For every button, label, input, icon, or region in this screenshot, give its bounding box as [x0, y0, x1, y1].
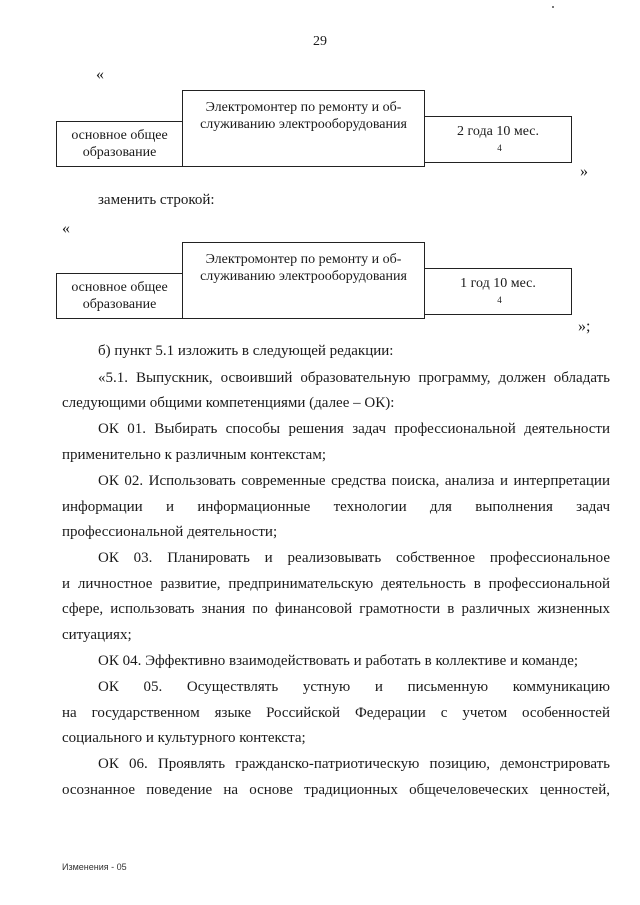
open-quote: « [96, 66, 104, 83]
table-new-education-line2: образование [82, 297, 157, 312]
table-new-education-cell [56, 273, 183, 319]
ok-03-line2: и личностное развитие, предпринимательскую деятельность в профессиональной [62, 576, 610, 592]
ok-01-line1: ОК 01. Выбирать способы решения задач профессиональной деятельности [98, 421, 610, 437]
table-old-education-line2: образование [82, 145, 157, 160]
ok-03-line1: ОК 03. Планировать и реализовывать собственное профессиональное [98, 550, 610, 566]
table-old-profession-line2: служиванию электрооборудования [200, 117, 407, 132]
table-new-profession-line1: Электромонтер по ремонту и об- [205, 252, 402, 267]
table-old-duration-cell [424, 116, 572, 163]
table-new-profession-cell [182, 242, 425, 319]
table-old-footnote: 4 [497, 142, 502, 153]
open-quote-2: « [62, 220, 70, 237]
ok-05-line3: социального и культурного контекста; [62, 730, 306, 746]
paragraph-5-1-line1: «5.1. Выпускник, освоивший образовательную программу, должен обладать [98, 370, 610, 386]
table-new-footnote: 4 [497, 294, 502, 305]
table-old-profession-cell [182, 90, 425, 167]
table-new-profession-line2: служиванию электрооборудования [200, 269, 407, 284]
table-old-profession-line1: Электромонтер по ремонту и об- [205, 100, 402, 115]
table-old-education-cell [56, 121, 183, 167]
paragraph-item-b: б) пункт 5.1 изложить в следующей редакции: [98, 343, 394, 359]
table-new-duration-cell [424, 268, 572, 315]
ok-05-line1: ОК 05. Осуществлять устную и письменную коммуникацию [98, 679, 610, 695]
replace-with-label: заменить строкой: [98, 192, 215, 208]
close-quote-semicolon: »; [578, 318, 591, 335]
ok-01-line2: применительно к различным контекстам; [62, 447, 326, 463]
ok-03-line3: сфере, использовать знания по финансовой грамотности в различных жизненных [62, 601, 610, 617]
footer-revision: Изменения - 05 [62, 862, 127, 872]
ok-04-line1: ОК 04. Эффективно взаимодействовать и работать в коллективе и команде; [98, 653, 579, 669]
ok-05-line2: на государственном языке Российской Федерации с учетом особенностей [62, 705, 610, 721]
table-new-education-line1: основное общее [71, 280, 168, 295]
ok-02-line3: профессиональной деятельности; [62, 524, 278, 540]
table-old-duration: 2 года 10 мес. [457, 123, 539, 139]
paragraph-5-1-line2: следующими общими компетенциями (далее – ОК): [62, 395, 395, 411]
table-new-duration: 1 год 10 мес. [460, 275, 536, 291]
ok-02-line1: ОК 02. Использовать современные средства поиска, анализа и интерпретации [98, 473, 610, 489]
close-quote: » [580, 163, 588, 180]
page-number: 29 [313, 34, 327, 49]
ok-02-line2: информации и информационные технологии для выполнения задач [62, 499, 610, 515]
ok-06-line1: ОК 06. Проявлять гражданско-патриотическую позицию, демонстрировать [98, 756, 610, 772]
scan-speck [552, 6, 554, 8]
ok-06-line2: осознанное поведение на основе традиционных общечеловеческих ценностей, [62, 782, 610, 798]
table-old-education-line1: основное общее [71, 128, 168, 143]
ok-03-line4: ситуациях; [62, 627, 132, 643]
